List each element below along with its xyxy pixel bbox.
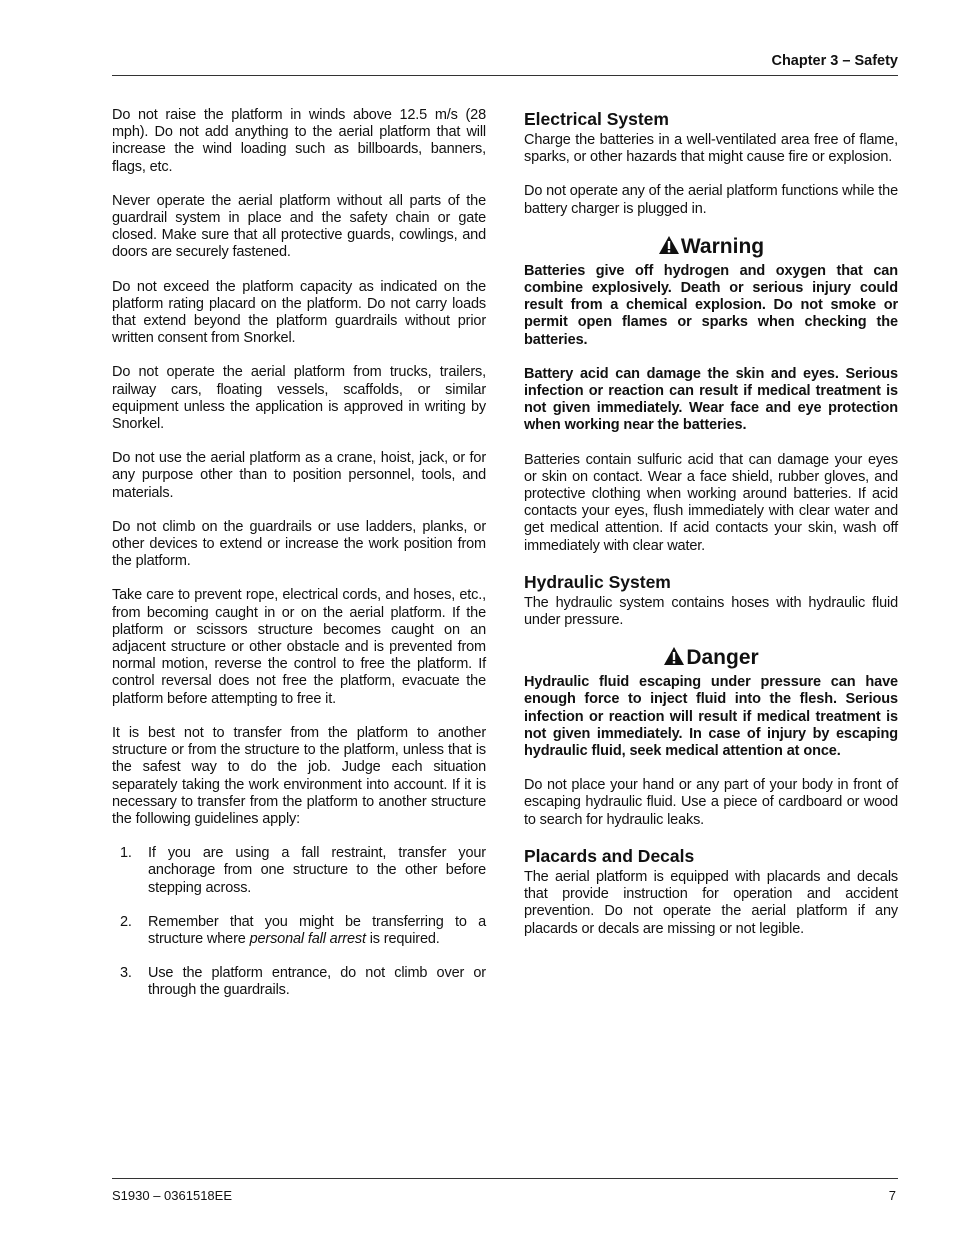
page-number: 7 <box>888 1188 896 1203</box>
paragraph-guardrail: Never operate the aerial platform without all parts of the guardrail system in place and the safety chain or gate closed. Make sure that all protective guards, cowlings, and doors are securely fastened. <box>112 192 486 261</box>
heading-placards-decals: Placards and Decals <box>524 845 695 866</box>
warning-heading <box>524 235 898 259</box>
danger-label: Danger <box>686 646 759 670</box>
paragraph-entanglement: Take care to prevent rope, electrical cords, and hoses, etc., from becoming caught in or on the aerial platform. If the platform or scissors structure becomes caught on an adjacent structure or other obstacle and is prevented from normal motion, reverse the control to free the platform. If control reversal does not free the platform, evacuate the platform before attempting to free it. <box>112 587 486 707</box>
list-text: Use the platform entrance, do not climb over or through the guardrails. <box>148 965 486 999</box>
danger-hydraulic-fluid: Hydraulic fluid escaping under pressure can have enough force to inject fluid into the flesh. Serious infection or reaction will result if medical treatment is not given immediately. In case of injury by escaping hydraulic fluid, seek medical attention at once. <box>524 674 898 760</box>
danger-heading <box>524 646 898 670</box>
paragraph-placards: The aerial platform is equipped with placards and decals that provide instruction for operation and accident prevention. Do not operate the aerial platform if any placards or decals are missing or not legible. <box>524 868 898 937</box>
list-text-before: Remember that you might be transferring to a structure where <box>148 913 486 947</box>
paragraph-charger-plugged: Do not operate any of the aerial platform functions while the battery charger is plugged in. <box>524 183 898 217</box>
left-column <box>112 107 486 1017</box>
paragraph-transfer: It is best not to transfer from the platform to another structure or from the structure to the platform, unless that is the safest way to do the job. Judge each situation separately taking the work environment into account. If it is necessary to transfer from the platform to another structure the following guidelines apply: <box>112 724 486 827</box>
document-number: S1930 – 0361518EE <box>112 1188 232 1203</box>
list-text-after: is required. <box>365 930 440 947</box>
list-item <box>120 914 486 948</box>
paragraph-crane: Do not use the aerial platform as a crane, hoist, jack, or for any purpose other than to position personnel, tools, and materials. <box>112 450 486 501</box>
paragraph-wind: Do not raise the platform in winds above 12.5 m/s (28 mph). Do not add anything to the aerial platform that will increase the wind loading such as billboards, banners, flags, etc. <box>112 107 486 175</box>
paragraph-hand-placement: Do not place your hand or any part of your body in front of escaping hydraulic fluid. Use a piece of cardboard or wood to search for hydraulic leaks. <box>524 777 898 828</box>
header-rule <box>112 75 898 76</box>
warning-hydrogen: Batteries give off hydrogen and oxygen that can combine explosively. Death or serious injury could result from a chemical explosion. Do not smoke or permit open flames or sparks when checking the batteries. <box>524 262 898 348</box>
list-text: If you are using a fall restraint, transfer your anchorage from one structure to the other before stepping across. <box>148 845 486 896</box>
heading-hydraulic-system: Hydraulic System <box>524 571 671 592</box>
warning-label: Warning <box>680 234 765 258</box>
warning-triangle-icon <box>658 235 680 255</box>
paragraph-climb: Do not climb on the guardrails or use ladders, planks, or other devices to extend or increase the work position from the platform. <box>112 518 486 570</box>
footer-rule <box>112 1178 898 1179</box>
list-number: 1. <box>120 845 132 862</box>
list-text-emphasis: personal fall arrest <box>249 930 366 947</box>
transfer-guidelines-list <box>112 845 486 999</box>
paragraph-charge-batteries: Charge the batteries in a well-ventilated area free of flame, sparks, or other hazards that might cause fire or explosion. <box>524 132 898 166</box>
paragraph-capacity: Do not exceed the platform capacity as indicated on the platform rating placard on the platform. Do not carry loads that extend beyond the platform guardrails without prior written consent from Snorkel. <box>112 278 486 347</box>
paragraph-sulfuric-acid: Batteries contain sulfuric acid that can damage your eyes or skin on contact. Wear a face shield, rubber gloves, and protective clothing when working around batteries. If acid contacts your eyes, flush immediately with clear water and get medical attention. If acid contacts your skin, wash off immediately with clear water. <box>524 451 898 554</box>
paragraph-vehicles: Do not operate the aerial platform from trucks, trailers, railway cars, floating vessels, scaffolds, or similar equipment unless the application is approved in writing by Snorkel. <box>112 364 486 433</box>
heading-electrical-system: Electrical System <box>524 109 669 129</box>
list-number: 3. <box>120 965 132 982</box>
warning-battery-acid: Battery acid can damage the skin and eyes. Serious infection or reaction can result if medical treatment is not given immediately. Wear face and eye protection when working near the batteries. <box>524 365 898 434</box>
chapter-title: Chapter 3 – Safety <box>771 53 898 69</box>
right-column <box>524 109 898 955</box>
list-item <box>120 965 486 999</box>
list-number: 2. <box>120 913 132 930</box>
list-item <box>120 845 486 897</box>
paragraph-hydraulic-hoses: The hydraulic system contains hoses with hydraulic fluid under pressure. <box>524 594 898 629</box>
warning-triangle-icon <box>663 646 685 666</box>
